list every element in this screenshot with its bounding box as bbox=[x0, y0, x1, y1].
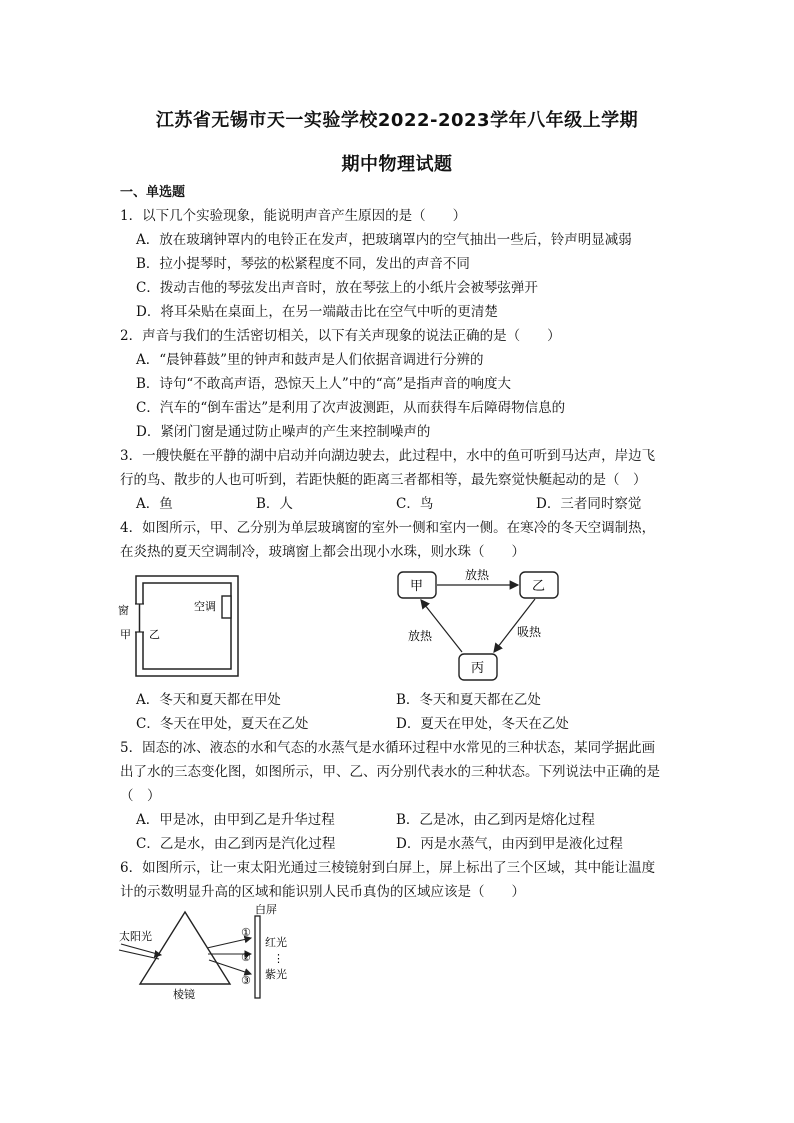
arrow-bing-to-jia bbox=[421, 600, 462, 652]
sunlight-beam-2 bbox=[119, 950, 159, 959]
red-light-label: 红光 bbox=[265, 936, 287, 949]
region-3: ③ bbox=[241, 974, 251, 987]
jia-state: 甲 bbox=[410, 579, 424, 594]
q5-stem-line-2: 出了水的三态变化图，如图所示，甲、乙、丙分别代表水的三种状态。下列说法中正确的是 bbox=[120, 764, 660, 780]
q2-option-a: A．“晨钟暮鼓”里的钟声和鼓声是人们依据音调进行分辨的 bbox=[136, 352, 484, 368]
ray-1 bbox=[207, 938, 251, 948]
q3-option-d: D．三者同时察觉 bbox=[536, 496, 642, 512]
q4-option-d: D．夏天在甲处，冬天在乙处 bbox=[396, 716, 569, 732]
q4-stem-line-1: 4．如图所示，甲、乙分别为单层玻璃窗的室外一侧和室内一侧。在寒冷的冬天空调制热， bbox=[120, 520, 656, 536]
q4-stem-line-2: 在炎热的夏天空调制冷，玻璃窗上都会出现小水珠，则水珠（ ） bbox=[120, 544, 525, 560]
bing-state: 丙 bbox=[471, 661, 485, 676]
q3-stem-line-1: 3．一艘快艇在平静的湖中启动并向湖边驶去，此过程中，水中的鱼可听到马达声，岸边飞 bbox=[120, 448, 656, 464]
q2-option-c: C．汽车的“倒车雷达”是利用了次声波测距，从而获得车后障碍物信息的 bbox=[136, 400, 566, 416]
q5-stem-line-1: 5．固态的冰、液态的水和气态的水蒸气是水循环过程中水常见的三种状态，某同学据此画 bbox=[120, 740, 656, 756]
sunlight-label: 太阳光 bbox=[119, 930, 152, 943]
q2-option-d: D．紧闭门窗是通过防止噪声的产生来控制噪声的 bbox=[136, 424, 431, 440]
q5-stem-line-3: （ ） bbox=[120, 788, 161, 804]
state-cycle-diagram bbox=[390, 562, 570, 687]
section-heading: 一、单选题 bbox=[120, 185, 186, 200]
q3-option-a: A．鱼 bbox=[136, 496, 173, 512]
prism-diagram bbox=[115, 904, 315, 1004]
room-outer-wall bbox=[136, 576, 238, 676]
q3-option-c: C．鸟 bbox=[396, 496, 434, 512]
q5-option-a: A．甲是冰，由甲到乙是升华过程 bbox=[136, 812, 335, 828]
q6-stem-line-2: 计的示数明显升高的区域和能识别人民币真伪的区域应该是（ ） bbox=[120, 884, 525, 900]
q1-option-c: C．拨动吉他的琴弦发出声音时，放在琴弦上的小纸片会被琴弦弹开 bbox=[136, 280, 538, 296]
q1-option-a: A．放在玻璃钟罩内的电铃正在发声，把玻璃罩内的空气抽出一些后，铃声明显减弱 bbox=[136, 232, 632, 248]
q5-option-d: D．丙是水蒸气，由丙到甲是液化过程 bbox=[396, 836, 623, 852]
dots-label: ⋮ bbox=[273, 952, 284, 965]
prism-label: 棱镜 bbox=[173, 988, 195, 1001]
q4-option-c: C．冬天在甲处，夏天在乙处 bbox=[136, 716, 309, 732]
room-inner-wall bbox=[143, 583, 231, 669]
window-label: 窗 bbox=[118, 604, 129, 617]
prism bbox=[140, 912, 230, 984]
region-2: ② bbox=[241, 951, 251, 964]
q4-option-a: A．冬天和夏天都在甲处 bbox=[136, 692, 281, 708]
sunlight-beam-1 bbox=[121, 944, 161, 955]
label-right: 吸热 bbox=[517, 625, 542, 639]
q1-stem: 1．以下几个实验现象，能说明声音产生原因的是（ ） bbox=[120, 208, 467, 224]
q4-option-b: B．冬天和夏天都在乙处 bbox=[396, 692, 541, 708]
q3-option-b: B．人 bbox=[256, 496, 293, 512]
title-line-2: 期中物理试题 bbox=[341, 154, 453, 175]
jia-label: 甲 bbox=[120, 628, 131, 641]
q2-option-b: B．诗句“不敢高声语，恐惊天上人”中的“高”是指声音的响度大 bbox=[136, 376, 512, 392]
screen-label: 白屏 bbox=[255, 904, 277, 916]
label-top: 放热 bbox=[465, 568, 490, 582]
q5-option-c: C．乙是水，由乙到丙是汽化过程 bbox=[136, 836, 336, 852]
q5-option-b: B．乙是冰，由乙到丙是熔化过程 bbox=[396, 812, 595, 828]
label-left: 放热 bbox=[408, 629, 433, 643]
ac-label: 空调 bbox=[194, 600, 216, 613]
q6-stem-line-1: 6．如图所示，让一束太阳光通过三棱镜射到白屏上，屏上标出了三个区域，其中能让温度 bbox=[120, 860, 656, 876]
ac-unit bbox=[222, 596, 231, 618]
q1-option-d: D．将耳朵贴在桌面上，在另一端敲击比在空气中听的更清楚 bbox=[136, 304, 498, 320]
q1-option-b: B．拉小提琴时，琴弦的松紧程度不同，发出的声音不同 bbox=[136, 256, 470, 272]
yi-state: 乙 bbox=[532, 579, 546, 594]
violet-light-label: 紫光 bbox=[265, 968, 287, 981]
title-line-1: 江苏省无锡市天一实验学校2022-2023学年八年级上学期 bbox=[155, 110, 639, 131]
room-diagram bbox=[112, 570, 252, 685]
white-screen bbox=[255, 916, 260, 998]
q2-stem: 2．声音与我们的生活密切相关，以下有关声现象的说法正确的是（ ） bbox=[120, 328, 561, 344]
yi-label: 乙 bbox=[149, 628, 160, 641]
q3-stem-line-2: 行的鸟、散步的人也可听到，若距快艇的距离三者都相等，最先察觉快艇起动的是（ ） bbox=[120, 472, 647, 488]
region-1: ① bbox=[241, 926, 251, 939]
